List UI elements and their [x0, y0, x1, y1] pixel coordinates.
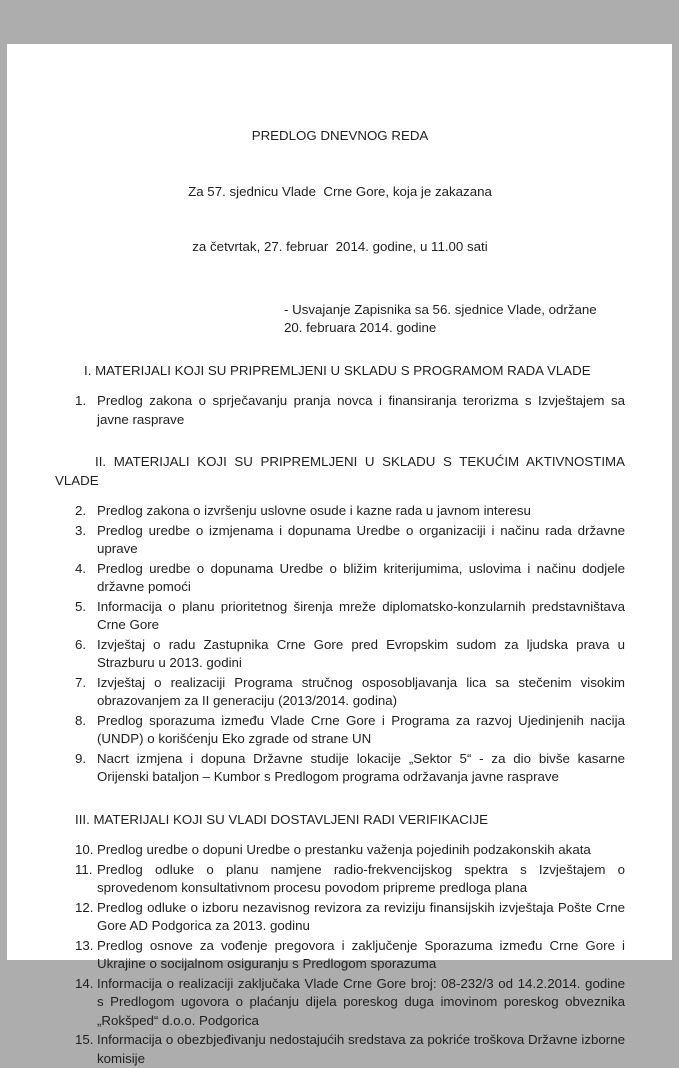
agenda-item-number: 4. [75, 560, 97, 597]
section-1-items [75, 392, 625, 429]
agenda-item-14 [75, 975, 625, 1031]
agenda-item-number: 9. [75, 750, 97, 787]
agenda-item-15 [75, 1031, 625, 1068]
agenda-item-4 [75, 560, 625, 597]
agenda-item-text: Informacija o obezbjeđivanju nedostajućih sredstava za pokriće troškova Državne izborne komisije [97, 1031, 625, 1068]
agenda-item-number: 6. [75, 636, 97, 673]
section-heading-2: II. MATERIJALI KOJI SU PRIPREMLJENI U SKLADU S TEKUĆIM AKTIVNOSTIMA VLADE [55, 453, 625, 490]
title-line-2: Za 57. sjednicu Vlade Crne Gore, koja je zakazana [55, 183, 625, 202]
agenda-item-number: 11. [75, 861, 97, 898]
section-2-items [75, 502, 625, 787]
session-note [284, 301, 625, 338]
agenda-item-number: 5. [75, 598, 97, 635]
agenda-item-8 [75, 712, 625, 749]
agenda-item-number: 8. [75, 712, 97, 749]
agenda-item-text: Predlog uredbe o dopuni Uredbe o prestanku važenja pojedinih podzakonskih akata [97, 841, 625, 860]
section-heading-1: I. MATERIJALI KOJI SU PRIPREMLJENI U SKLADU S PROGRAMOM RADA VLADE [55, 362, 625, 381]
agenda-item-text: Informacija o realizaciji zaključaka Vlade Crne Gore broj: 08-232/3 od 14.2.2014. godine s Predlogom ugovora o plaćanju dijela poreskog duga imovinom poreskog obveznika „Rokšped“ d.o.o. Podgorica [97, 975, 625, 1031]
agenda-item-10 [75, 841, 625, 860]
section-3-items [75, 841, 625, 1068]
agenda-item-text: Predlog uredbe o izmjenama i dopunama Uredbe o organizaciji i načinu rada državne uprave [97, 522, 625, 559]
agenda-item-7 [75, 674, 625, 711]
document-title [55, 90, 625, 294]
agenda-item-number: 15. [75, 1031, 97, 1068]
agenda-item-11 [75, 861, 625, 898]
agenda-item-text: Informacija o planu prioritetnog širenja mreže diplomatsko-konzularnih predstavništava Crne Gore [97, 598, 625, 635]
agenda-item-6 [75, 636, 625, 673]
agenda-item-text: Predlog sporazuma između Vlade Crne Gore i Programa za razvoj Ujedinjenih nacija (UNDP) o korišćenju Eko zgrade od strane UN [97, 712, 625, 749]
agenda-item-text: Nacrt izmjena i dopuna Državne studije lokacije „Sektor 5“ - za dio bivše kasarne Orijenski bataljon – Kumbor s Predlogom programa održavanja javne rasprave [97, 750, 625, 787]
agenda-item-text: Predlog uredbe o dopunama Uredbe o bližim kriterijumima, uslovima i načinu dodjele državne pomoći [97, 560, 625, 597]
section-heading-3: III. MATERIJALI KOJI SU VLADI DOSTAVLJENI RADI VERIFIKACIJE [55, 811, 625, 830]
note-line-1: - Usvajanje Zapisnika sa 56. sjednice Vlade, održane [284, 301, 625, 320]
agenda-item-text: Izvještaj o realizaciji Programa stručnog osposobljavanja lica sa stečenim visokim obrazovanjem za II generaciju (2013/2014. godina) [97, 674, 625, 711]
agenda-item-number: 13. [75, 937, 97, 974]
agenda-item-1 [75, 392, 625, 429]
note-line-2: 20. februara 2014. godine [284, 319, 625, 338]
agenda-item-text: Predlog zakona o sprječavanju pranja novca i finansiranja terorizma s Izvještajem sa javne rasprave [97, 392, 625, 429]
title-line-3: za četvrtak, 27. februar 2014. godine, u 11.00 sati [55, 238, 625, 257]
agenda-item-number: 3. [75, 522, 97, 559]
agenda-item-text: Predlog osnove za vođenje pregovora i zaključenje Sporazuma između Crne Gore i Ukrajine o socijalnom osiguranju s Predlogom sporazuma [97, 937, 625, 974]
agenda-item-text: Predlog odluke o izboru nezavisnog revizora za reviziju finansijskih izvještaja Pošte Crne Gore AD Podgorica za 2013. godinu [97, 899, 625, 936]
agenda-item-text: Predlog odluke o planu namjene radio-frekvencijskog spektra s Izvještajem o sprovedenom konsultativnom procesu povodom pripreme predloga plana [97, 861, 625, 898]
agenda-item-number: 14. [75, 975, 97, 1031]
agenda-item-text: Izvještaj o radu Zastupnika Crne Gore pred Evropskim sudom za ljudska prava u Strazburu u 2013. godini [97, 636, 625, 673]
agenda-item-number: 10. [75, 841, 97, 860]
agenda-item-number: 1. [75, 392, 97, 429]
agenda-item-number: 2. [75, 502, 97, 521]
agenda-item-9 [75, 750, 625, 787]
agenda-item-number: 7. [75, 674, 97, 711]
agenda-item-2 [75, 502, 625, 521]
document-page [7, 44, 672, 960]
agenda-item-13 [75, 937, 625, 974]
agenda-item-number: 12. [75, 899, 97, 936]
agenda-item-3 [75, 522, 625, 559]
title-line-1: PREDLOG DNEVNOG REDA [55, 127, 625, 146]
agenda-item-text: Predlog zakona o izvršenju uslovne osude i kazne rada u javnom interesu [97, 502, 625, 521]
agenda-item-5 [75, 598, 625, 635]
agenda-item-12 [75, 899, 625, 936]
